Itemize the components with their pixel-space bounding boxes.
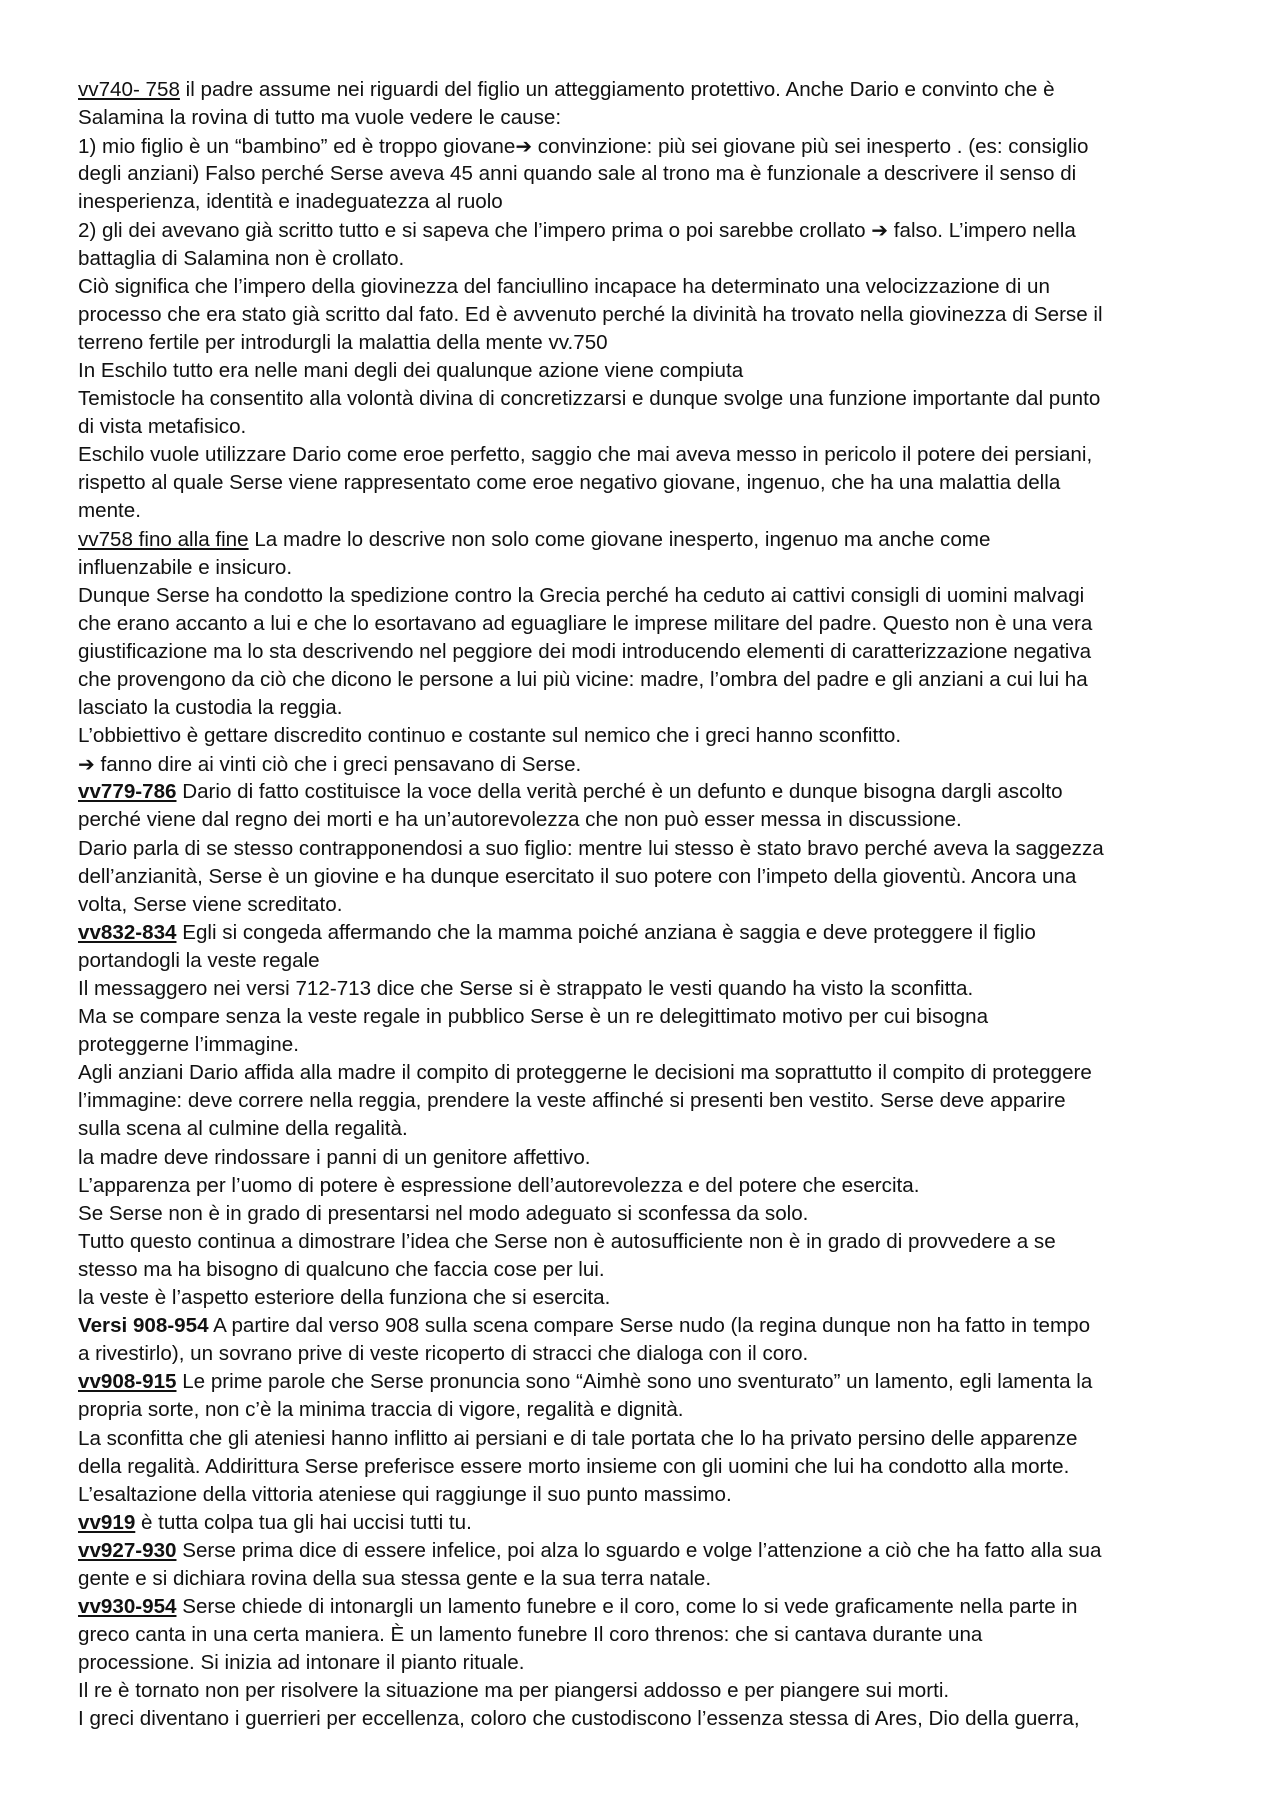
text-line (78, 104, 1208, 132)
text-line (78, 891, 1208, 919)
text-line (78, 132, 1208, 160)
text-line (78, 1453, 1208, 1481)
line-text: Temistocle ha consentito alla volontà divina di concretizzarsi e dunque svolge una funzione importante dal punto (78, 387, 1101, 411)
line-text: proteggerne l’immagine. (78, 1033, 299, 1057)
line-text: rispetto al quale Serse viene rappresentato come eroe negativo giovane, ingenuo, che ha una malattia della (78, 471, 1061, 495)
line-text: processione. Si inizia ad intonare il pianto rituale. (78, 1651, 525, 1675)
arrow-right-icon: ➔ (78, 752, 95, 777)
line-text: 1) mio figlio è un “bambino” ed è troppo giovane (78, 135, 516, 159)
line-text: gente e si dichiara rovina della sua stessa gente e la sua terra natale. (78, 1566, 712, 1590)
text-line (78, 1537, 1208, 1565)
line-text: 2) gli dei avevano già scritto tutto e si sapeva che l’impero prima o poi sarebbe crollato (78, 219, 872, 243)
text-line (78, 1593, 1208, 1621)
text-line (78, 76, 1208, 104)
line-text-continued: falso. L’impero nella (888, 219, 1076, 243)
verse-reference: vv927-930 (78, 1538, 177, 1562)
text-line (78, 357, 1208, 385)
text-line (78, 1649, 1208, 1677)
text-line (78, 947, 1208, 975)
text-line (78, 1172, 1208, 1200)
text-line (78, 1031, 1208, 1059)
text-line (78, 1284, 1208, 1312)
text-line (78, 1144, 1208, 1172)
text-line (78, 497, 1208, 525)
verse-reference: vv908-915 (78, 1370, 177, 1394)
text-line (78, 301, 1208, 329)
line-text: la veste è l’aspetto esteriore della funziona che si esercita. (78, 1286, 611, 1310)
line-text: la madre deve rindossare i panni di un genitore affettivo. (78, 1145, 591, 1169)
verse-reference: vv758 fino alla fine (78, 527, 249, 551)
line-text: L’esaltazione della vittoria ateniese qui raggiunge il suo punto massimo. (78, 1482, 732, 1506)
line-text: Agli anziani Dario affida alla madre il compito di proteggerne le decisioni ma soprattutto il compito di proteggere (78, 1061, 1092, 1085)
line-text: stesso ma ha bisogno di qualcuno che faccia cose per lui. (78, 1257, 605, 1281)
text-line (78, 526, 1208, 554)
text-line (78, 1312, 1208, 1340)
arrow-right-icon: ➔ (871, 218, 889, 243)
line-text: che provengono da ciò che dicono le persone a lui più vicine: madre, l’ombra del padre e gli anziani a cui lui ha (78, 667, 1088, 691)
line-text: mente. (78, 499, 141, 523)
line-text-continued: fanno dire ai vinti ciò che i greci pensavano di Serse. (94, 753, 582, 777)
line-text: Serse chiede di intonargli un lamento funebre e il coro, come lo si vede graficamente nella parte in (176, 1595, 1078, 1619)
line-text: Dario di fatto costituisce la voce della verità perché è un defunto e dunque bisogna dargli ascolto (176, 780, 1063, 804)
text-line (78, 1396, 1208, 1424)
text-line (78, 806, 1208, 834)
line-text: La madre lo descrive non solo come giovane inesperto, ingenuo ma anche come (248, 527, 991, 551)
line-text: Eschilo vuole utilizzare Dario come eroe perfetto, saggio che mai aveva messo in pericolo il potere dei persiani, (78, 443, 1093, 467)
text-line (78, 1059, 1208, 1087)
line-text: Salamina la rovina di tutto ma vuole vedere le cause: (78, 106, 562, 130)
line-text: Se Serse non è in grado di presentarsi nel modo adeguato si sconfessa da solo. (78, 1201, 809, 1225)
line-text-continued: convinzione: più sei giovane più sei inesperto . (es: consiglio (532, 135, 1089, 159)
line-text: I greci diventano i guerrieri per eccellenza, coloro che custodiscono l’essenza stessa di Ares, Dio della guerra, (78, 1707, 1080, 1731)
text-line (78, 1368, 1208, 1396)
line-text: Tutto questo continua a dimostrare l’idea che Serse non è autosufficiente non è in grado di provvedere a se (78, 1229, 1056, 1253)
line-text: A partire dal verso 908 sulla scena compare Serse nudo (la regina dunque non ha fatto in tempo (208, 1314, 1091, 1338)
verse-reference: vv832-834 (78, 920, 177, 944)
line-text: Serse prima dice di essere infelice, poi alza lo sguardo e volge l’attenzione a ciò che ha fatto alla sua (176, 1538, 1102, 1562)
line-text: Ciò significa che l’impero della giovinezza del fanciullino incapace ha determinato una velocizzazione di un (78, 274, 1050, 298)
text-line (78, 188, 1208, 216)
line-text: sulla scena al culmine della regalità. (78, 1117, 408, 1141)
line-text: Il re è tornato non per risolvere la situazione ma per piangersi addosso e per piangere sui morti. (78, 1679, 950, 1703)
text-line (78, 582, 1208, 610)
text-line (78, 750, 1208, 778)
line-text: L’apparenza per l’uomo di potere è espressione dell’autorevolezza e del potere che esercita. (78, 1173, 920, 1197)
line-text: greco canta in una certa maniera. È un lamento funebre Il coro threnos: che si cantava durante una (78, 1623, 983, 1647)
line-text: battaglia di Salamina non è crollato. (78, 246, 405, 270)
verse-reference: vv740- 758 (78, 78, 180, 101)
line-text: è tutta colpa tua gli hai uccisi tutti tu. (135, 1510, 472, 1534)
text-line (78, 1565, 1208, 1593)
line-text: processo che era stato già scritto dal fato. Ed è avvenuto perché la divinità ha trovato nella giovinezza di Serse il (78, 302, 1103, 326)
line-text: di vista metafisico. (78, 415, 247, 439)
text-line (78, 1003, 1208, 1031)
line-text: che erano accanto a lui e che lo esortavano ad eguagliare le imprese militare del padre. Questo non è una vera (78, 611, 1093, 635)
text-line (78, 1256, 1208, 1284)
text-line (78, 1509, 1208, 1537)
line-text: Il messaggero nei versi 712-713 dice che Serse si è strappato le vesti quando ha visto la sconfitta. (78, 977, 974, 1000)
line-text: La sconfitta che gli ateniesi hanno inflitto ai persiani e di tale portata che lo ha privato persino delle apparenze (78, 1426, 1078, 1450)
line-text: Ma se compare senza la veste regale in pubblico Serse è un re delegittimato motivo per cui bisogna (78, 1005, 989, 1029)
line-text: terreno fertile per introdurgli la malattia della mente vv.750 (78, 330, 608, 354)
line-text: degli anziani) Falso perché Serse aveva 45 anni quando sale al trono ma è funzionale a descrivere il senso di (78, 162, 1077, 186)
line-text: inesperienza, identità e inadeguatezza al ruolo (78, 190, 503, 214)
text-line (78, 1087, 1208, 1115)
text-line (78, 1677, 1208, 1705)
line-text: Le prime parole che Serse pronuncia sono “Aimhè sono uno sventurato” un lamento, egli lamenta la (176, 1370, 1093, 1394)
text-line (78, 245, 1208, 273)
text-line (78, 638, 1208, 666)
line-text: portandogli la veste regale (78, 948, 320, 972)
line-text: lasciato la custodia la reggia. (78, 696, 343, 720)
line-text: perché viene dal regno dei morti e ha un’autorevolezza che non può esser messa in discussione. (78, 808, 962, 832)
arrow-right-icon: ➔ (515, 134, 533, 159)
line-text: Dunque Serse ha condotto la spedizione contro la Grecia perché ha ceduto ai cattivi consigli di uomini malvagi (78, 583, 1085, 607)
text-line (78, 610, 1208, 638)
text-line (78, 329, 1208, 357)
text-line (78, 1340, 1208, 1368)
text-line (78, 1705, 1208, 1733)
text-line (78, 160, 1208, 188)
line-text: della regalità. Addirittura Serse preferisce essere morto insieme con gli uomini che lui ha condotto alla morte. (78, 1454, 1070, 1478)
verse-reference: vv919 (78, 1510, 136, 1534)
text-line (78, 666, 1208, 694)
line-text: il padre assume nei riguardi del figlio un atteggiamento protettivo. Anche Dario e convinto che è (179, 78, 1055, 101)
verse-reference: Versi 908-954 (78, 1314, 209, 1338)
text-line (78, 273, 1208, 301)
line-text: a rivestirlo), un sovrano prive di veste ricoperto di stracci che dialoga con il coro. (78, 1342, 809, 1366)
text-line (78, 1200, 1208, 1228)
line-text: In Eschilo tutto era nelle mani degli dei qualunque azione viene compiuta (78, 358, 744, 382)
text-line (78, 441, 1208, 469)
line-text: Egli si congeda affermando che la mamma poiché anziana è saggia e deve proteggere il figlio (176, 920, 1036, 944)
text-line (78, 919, 1208, 947)
text-line (78, 835, 1208, 863)
text-line (78, 1228, 1208, 1256)
line-text: L’obbiettivo è gettare discredito continuo e costante sul nemico che i greci hanno sconfitto. (78, 724, 902, 748)
line-text: giustificazione ma lo sta descrivendo nel peggiore dei modi introducendo elementi di caratterizzazione negativa (78, 639, 1092, 663)
text-line (78, 1115, 1208, 1143)
text-line (78, 694, 1208, 722)
line-text: Dario parla di se stesso contrapponendosi a suo figlio: mentre lui stesso è stato bravo perché aveva la saggezza (78, 836, 1104, 860)
text-line (78, 554, 1208, 582)
line-text: volta, Serse viene screditato. (78, 892, 343, 916)
text-line (78, 975, 1208, 1003)
line-text: influenzabile e insicuro. (78, 555, 293, 579)
line-text: l’immagine: deve correre nella reggia, prendere la veste affinché si presenti ben vestito. Serse deve apparire (78, 1089, 1066, 1113)
text-line (78, 385, 1208, 413)
line-text: dell’anzianità, Serse è un giovine e ha dunque esercitato il suo potere con l’impeto della gioventù. Ancora una (78, 864, 1077, 888)
text-line (78, 216, 1208, 244)
text-line (78, 863, 1208, 891)
verse-reference: vv779-786 (78, 780, 177, 804)
text-line (78, 469, 1208, 497)
text-line (78, 722, 1208, 750)
verse-reference: vv930-954 (78, 1595, 177, 1619)
text-line (78, 413, 1208, 441)
document-body (78, 76, 1208, 1734)
line-text: propria sorte, non c’è la minima traccia di vigore, regalità e dignità. (78, 1398, 684, 1422)
text-line (78, 1481, 1208, 1509)
text-line (78, 1621, 1208, 1649)
text-line (78, 1425, 1208, 1453)
text-line (78, 778, 1208, 806)
